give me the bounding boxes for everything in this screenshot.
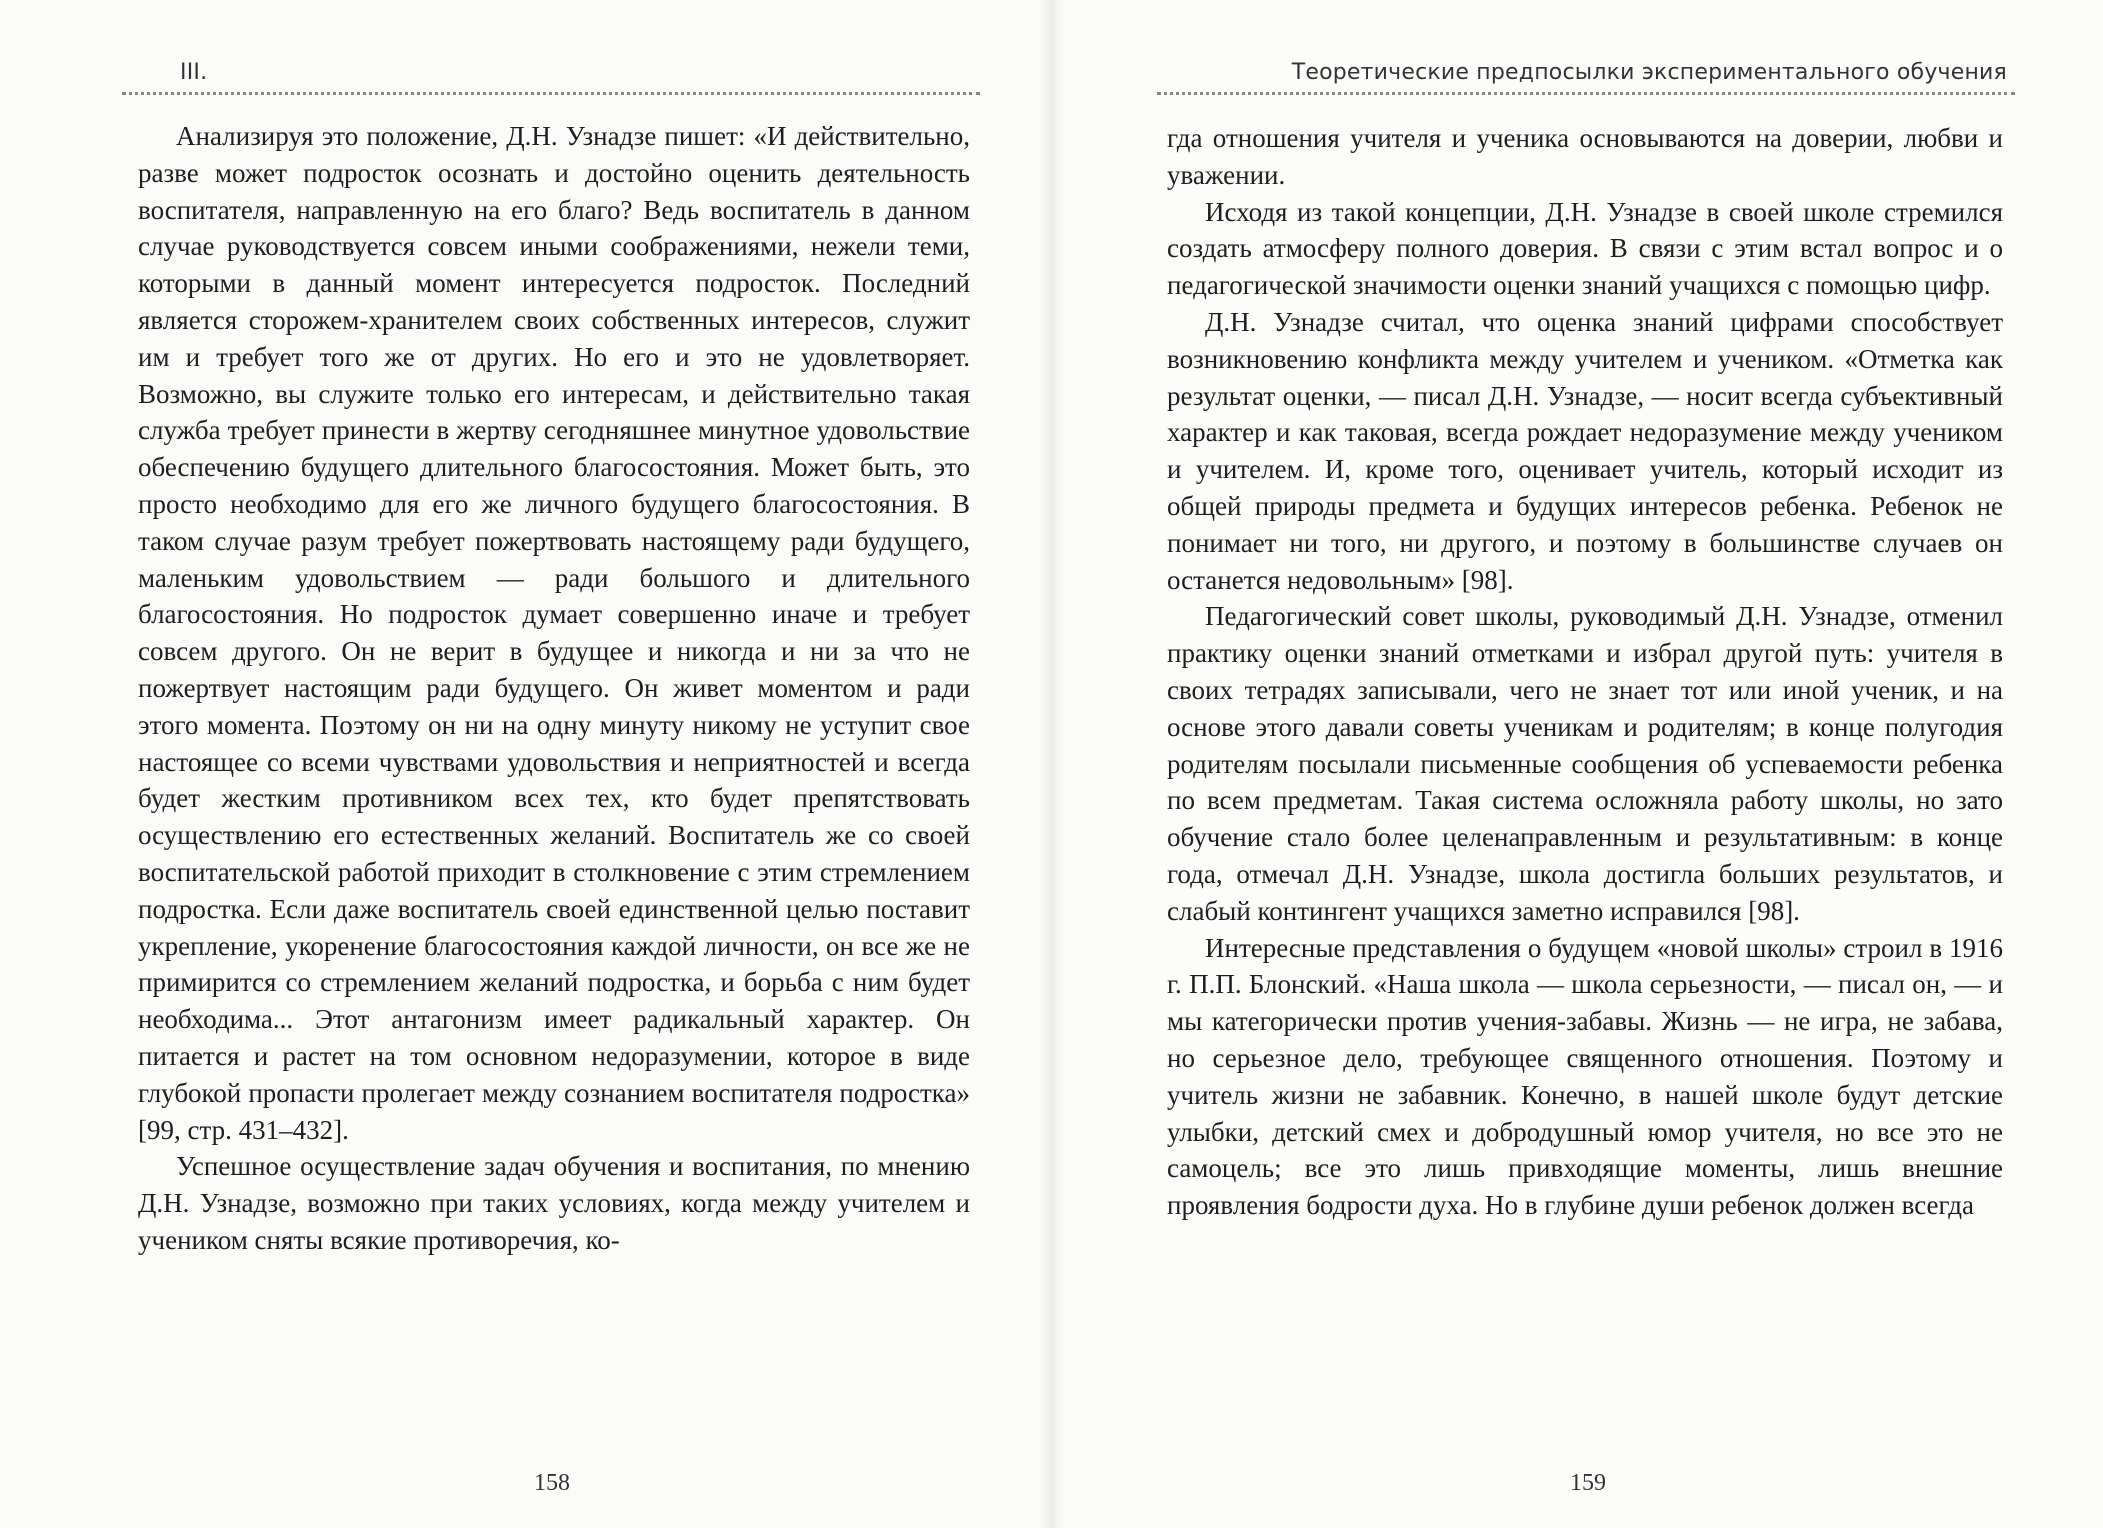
book-gutter — [1038, 0, 1066, 1528]
paragraph: Интересные представления о будущем «новой школы» строил в 1916 г. П.П. Блонский. «Наша школа — школа серьезности, — писал он, — и мы категорически против учения-забавы. Жизнь — не игра, не забава, но серьезное дело, требующее священного отношения. Поэтому и учитель жизни не забавник. Конечно, в нашей школе будут детские улыбки, детский смех и добродушный юмор учителя, но все это не самоцель; все это лишь привходящие моменты, лишь внешние проявления бодрости духа. Но в глубине души ребенок должен всегда — [1167, 932, 2003, 1221]
continued-paragraph: гда отношения учителя и ученика основываются на доверии, любви и уважении. — [1167, 123, 2003, 190]
page-number-right: 159 — [1570, 1470, 1606, 1496]
left-page — [0, 0, 1051, 1528]
running-head-left: III. — [180, 60, 208, 85]
header-rule-right — [1157, 92, 2015, 95]
left-page-text — [138, 118, 970, 1259]
right-page-text — [1167, 120, 2003, 1224]
paragraph: Анализируя это положение, Д.Н. Узнадзе пишет: «И действительно, разве может подросток осознать и достойно оценить деятельность воспитателя, направленную на его благо? Ведь воспитатель в данном случае руководствуется совсем иными соображениями, нежели теми, которыми в данный момент интересуется подросток. Последний является сторожем-хранителем своих собственных интересов, служит им и требует того же от других. Но его и это не удовлетворяет. Возможно, вы служите только его интересам, и действительно такая служба требует принести в жертву сегодняшнее минутное удовольствие обеспечению будущего длительного благосостояния. Может быть, это просто необходимо для его же личного будущего благосостояния. В таком случае разум требует пожертвовать настоящему ради будущего, маленьким удовольствием — ради большого и длительного благосостояния. Но подросток думает совершенно иначе и требует совсем другого. Он не верит в будущее и никогда и ни за что не пожертвует настоящим ради будущего. Он живет моментом и ради этого момента. Поэтому он ни на одну минуту никому не уступит свое настоящее со всеми чувствами удовольствия и неприятностей и всегда будет жестким противником всех тех, кто будет препятствовать осуществлению его естественных желаний. Воспитатель же со своей воспитательской работой приходит в столкновение с этим стремлением подростка. Если даже воспитатель своей единственной целью поставит укрепление, укоренение благосостояния каждой личности, он все же не примирится со стремлением желаний подростка, и борьба с ним будет необходима... Этот антагонизм имеет радикальный характер. Он питается и растет на том основном недоразумении, которое в виде глубокой пропасти пролегает между сознанием воспитателя подростка» [99, стр. 431–432]. — [138, 121, 970, 1145]
paragraph: Исходя из такой концепции, Д.Н. Узнадзе в своей школе стремился создать атмосферу полного доверия. В связи с этим встал вопрос и о педагогической значимости оценки знаний учащихся с помощью цифр. — [1167, 196, 2003, 301]
running-head-right: Теоретические предпосылки экспериментального обучения — [1291, 60, 2007, 85]
paragraph: Д.Н. Узнадзе считал, что оценка знаний цифрами способствует возникновению конфликта между учителем и учеником. «Отметка как результат оценки, — писал Д.Н. Узнадзе, — носит всегда субъективный характер и как таковая, всегда рождает недоразумение между учеником и учителем. И, кроме того, оценивает учитель, который исходит из общей природы предмета и будущих интересов ребенка. Ребенок не понимает ни того, ни другого, и поэтому в большинстве случаев он останется недовольным» [98]. — [1167, 306, 2003, 595]
header-rule-left — [122, 92, 980, 95]
paragraph: Успешное осуществление задач обучения и воспитания, по мнению Д.Н. Узнадзе, возможно при таких условиях, когда между учителем и учеником сняты всякие противоречия, ко- — [138, 1151, 970, 1255]
right-page — [1052, 0, 2103, 1528]
page-number-left: 158 — [534, 1470, 570, 1496]
paragraph: Педагогический совет школы, руководимый Д.Н. Узнадзе, отменил практику оценки знаний отметками и избрал другой путь: учителя в своих тетрадях записывали, чего не знает тот или иной ученик, и на основе этого давали советы ученикам и родителям; в конце полугодия родителям посылали письменные сообщения об успеваемости ребенка по всем предметам. Такая система осложняла работу школы, но зато обучение стало более целенаправленным и результативным: в конце года, отмечал Д.Н. Узнадзе, школа достигла больших результатов, и слабый контингент учащихся заметно исправился [98]. — [1167, 601, 2003, 926]
